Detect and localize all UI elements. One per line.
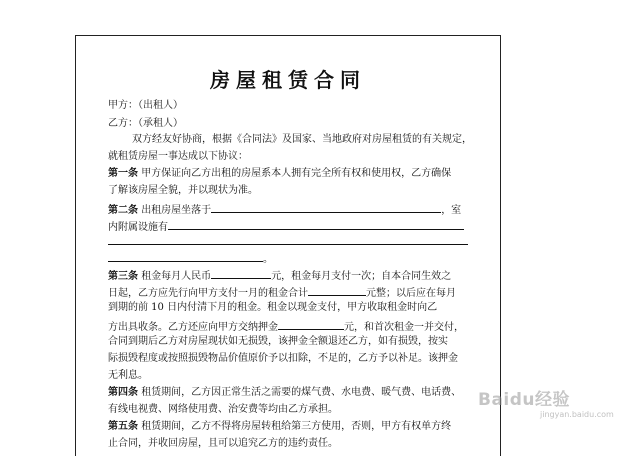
article-3-text-4b: 元，和首次租金一并交付， (344, 322, 464, 333)
article-2-room-suffix: ，室 (441, 205, 462, 216)
article-5-text-1: 租赁期间，乙方不得将房屋转租给第三方使用，否则，甲方有权单方终 (141, 421, 452, 432)
article-2-facilities-label: 内附属设施有 (108, 222, 168, 233)
first-rent-blank (308, 285, 366, 296)
rent-amount-blank (211, 268, 271, 279)
facilities-blank-line-3 (108, 251, 263, 262)
article-2-line-4 (108, 251, 273, 266)
article-5-label: 第五条 (108, 421, 138, 432)
article-4-line-1 (108, 387, 461, 399)
article-2-location-label: 出租房屋坐落于 (141, 205, 212, 216)
article-1-line-2: 了解该房屋全貌，并以现状为准。 (108, 185, 258, 196)
article-1-line-1 (108, 168, 451, 180)
article-5-line-2: 止合同，并收回房屋，且可以追究乙方的违约责任。 (108, 438, 338, 449)
location-blank (211, 202, 441, 213)
facilities-blank-line-2 (108, 244, 468, 245)
article-4-line-2: 有线电视费、网络使用费、治安费等均由乙方承担。 (108, 404, 338, 415)
article-3-text-4a: 方出具收条。乙方还应向甲方交纳押金 (108, 322, 278, 333)
article-3-line-6: 际损毁程度或按照损毁物品价值原价予以扣除，不足的，乙方予以补足。该押金 (108, 353, 458, 364)
contract-page (75, 35, 501, 456)
watermark-brand: Baidu经验 (478, 390, 571, 410)
article-1-text-1: 甲方保证向乙方出租的房屋系本人拥有完全所有权和使用权，乙方确保 (141, 168, 452, 179)
article-3-line-2 (108, 285, 456, 300)
party-b-line: 乙方：（承租人） (108, 118, 183, 129)
article-3-line-5: 合同到期后乙方对房屋现状如无损毁，该押金全额退还乙方，如有损毁，按实 (108, 336, 448, 347)
article-3-label: 第三条 (108, 271, 138, 282)
article-2-line-2 (108, 219, 464, 234)
article-3-rent-label: 租金每月人民币 (141, 271, 212, 282)
article-3-line-3: 到期的前 10 日内付清下月的租金。租金以现金支付，甲方收取租金时向乙 (108, 302, 438, 313)
article-3-text-2b: 元整；以后应在每月 (366, 288, 456, 299)
article-2-label: 第二条 (108, 205, 138, 216)
article-3-text-1b: 元，租金每月支付一次；自本合同生效之 (271, 271, 452, 282)
deposit-blank (278, 319, 344, 330)
article-5-line-1 (108, 421, 451, 433)
article-3-line-4 (108, 319, 464, 334)
article-4-label: 第四条 (108, 387, 138, 398)
article-2-end-mark: 。 (263, 254, 273, 265)
facilities-blank (168, 219, 464, 230)
article-1-label: 第一条 (108, 168, 138, 179)
article-2-line-1 (108, 202, 461, 217)
document-title: 房屋租赁合同 (210, 68, 366, 92)
party-a-line: 甲方：（出租人） (108, 100, 183, 111)
article-4-text-1: 租赁期间，乙方因正常生活之需要的煤气费、水电费、暖气费、电话费、 (141, 387, 462, 398)
article-3-text-2a: 日起，乙方应先行向甲方支付一月的租金合计 (108, 288, 308, 299)
intro-line-2: 就租赁房屋一事达成以下协议： (108, 151, 248, 162)
intro-line-1: 双方经友好协商，根据《合同法》及国家、当地政府对房屋租赁的有关规定， (132, 134, 472, 145)
article-3-line-7: 无利息。 (108, 370, 148, 381)
watermark-url: jingyan.baidu.com (540, 410, 614, 419)
article-3-line-1 (108, 268, 451, 283)
